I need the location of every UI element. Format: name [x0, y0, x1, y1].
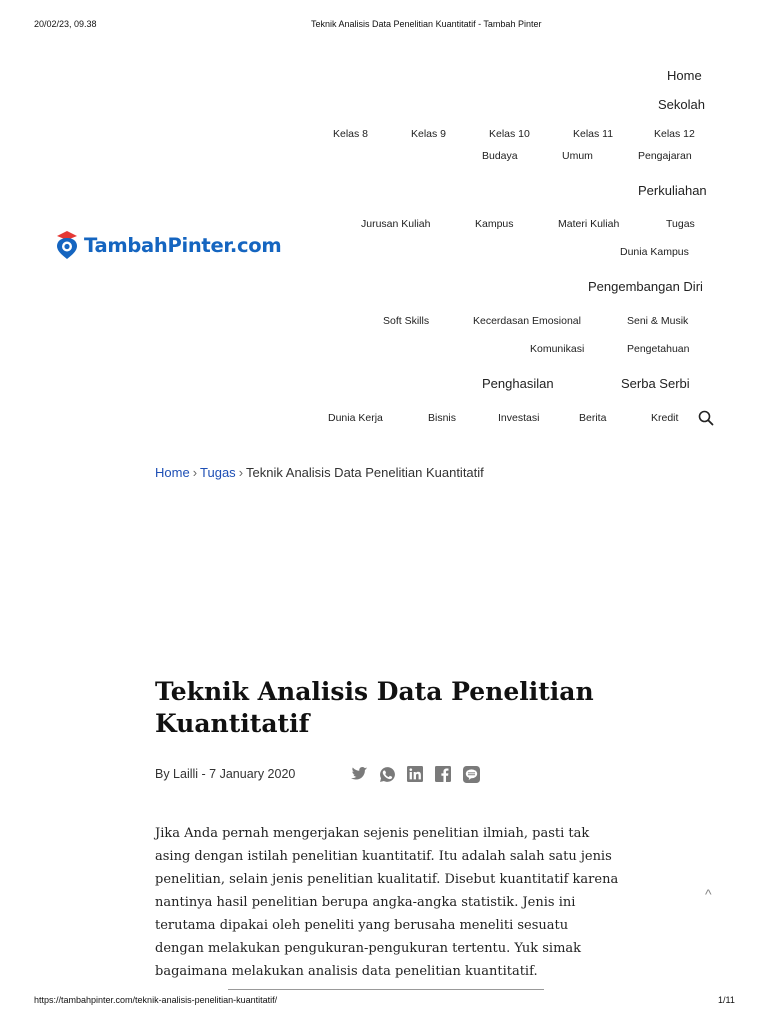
- nav-sub-kelas-9[interactable]: Kelas 9: [411, 128, 447, 140]
- nav-sub-soft-skills[interactable]: Soft Skills: [383, 315, 430, 327]
- nav-sub-investasi[interactable]: Investasi: [498, 412, 540, 424]
- breadcrumb-separator: ›: [238, 465, 244, 480]
- nav-sub-dunia-kerja[interactable]: Dunia Kerja: [328, 412, 383, 424]
- article-title: Teknik Analisis Data Penelitian Kuantitatif: [155, 677, 594, 738]
- nav-sub-budaya[interactable]: Budaya: [482, 150, 518, 162]
- nav-sub-kecerdasan-emosional[interactable]: Kecerdasan Emosional: [473, 315, 581, 327]
- print-page-number: 1/11: [718, 995, 735, 1005]
- nav-sub-kelas-10[interactable]: Kelas 10: [489, 128, 530, 140]
- breadcrumb-current: Teknik Analisis Data Penelitian Kuantitatif: [246, 465, 484, 480]
- facebook-icon[interactable]: [434, 765, 452, 783]
- nav-sub-pengajaran[interactable]: Pengajaran: [638, 150, 692, 162]
- nav-sub-berita[interactable]: Berita: [579, 412, 607, 424]
- nav-sub-kelas-11[interactable]: Kelas 11: [573, 128, 614, 140]
- site-logo[interactable]: [55, 230, 281, 260]
- nav-sekolah[interactable]: Sekolah: [658, 97, 705, 112]
- nav-pengembangan-diri[interactable]: Pengembangan Diri: [588, 279, 703, 294]
- search-icon: [698, 410, 714, 426]
- divider: [228, 989, 544, 990]
- nav-sub-kelas-12[interactable]: Kelas 12: [654, 128, 695, 140]
- print-url: https://tambahpinter.com/teknik-analisis-penelitian-kuantitatif/: [34, 995, 278, 1005]
- nav-perkuliahan[interactable]: Perkuliahan: [638, 183, 707, 198]
- breadcrumb-separator: ›: [192, 465, 198, 480]
- scroll-to-top-button[interactable]: ^: [705, 886, 712, 902]
- search-button[interactable]: [698, 410, 714, 431]
- article-byline: By Lailli - 7 January 2020: [155, 767, 296, 781]
- nav-sub-tugas[interactable]: Tugas: [666, 218, 695, 230]
- nav-sub-pengetahuan[interactable]: Pengetahuan: [627, 343, 690, 355]
- nav-sub-kampus[interactable]: Kampus: [475, 218, 514, 230]
- nav-sub-kelas-8[interactable]: Kelas 8: [333, 128, 369, 140]
- article-paragraph: Jika Anda pernah mengerjakan sejenis penelitian ilmiah, pasti tak asing dengan istilah penelitian kuantitatif. Itu adalah salah satu jenis penelitian, selain jenis penelitian kualitatif. Disebut kuantitatif karena nantinya hasil penelitian berupa angka-angka statistik. Jenis ini terutama dipakai oleh peneliti yang berusaha meneliti sesuatu dengan melakukan pengukuran-pengukuran tertentu. Yuk simak bagaimana melakukan analisis data penelitian kuantitatif.: [155, 826, 619, 979]
- nav-home[interactable]: Home: [667, 68, 702, 83]
- nav-sub-jurusan-kuliah[interactable]: Jurusan Kuliah: [361, 218, 431, 230]
- line-icon[interactable]: [462, 765, 480, 783]
- nav-sub-kredit[interactable]: Kredit: [651, 412, 679, 424]
- nav-penghasilan[interactable]: Penghasilan: [482, 376, 554, 391]
- nav-sub-komunikasi[interactable]: Komunikasi: [530, 343, 585, 355]
- breadcrumb: [155, 465, 484, 480]
- nav-sub-dunia-kampus[interactable]: Dunia Kampus: [620, 246, 689, 258]
- nav-sub-materi-kuliah[interactable]: Materi Kuliah: [558, 218, 620, 230]
- nav-serba-serbi[interactable]: Serba Serbi: [621, 376, 690, 391]
- print-doc-title: Teknik Analisis Data Penelitian Kuantitatif - Tambah Pinter: [311, 19, 542, 29]
- whatsapp-icon[interactable]: [378, 765, 396, 783]
- breadcrumb-tugas[interactable]: Tugas: [200, 465, 236, 480]
- breadcrumb-home[interactable]: Home: [155, 465, 190, 480]
- nav-sub-seni-musik[interactable]: Seni & Musik: [627, 315, 689, 327]
- nav-sub-umum[interactable]: Umum: [562, 150, 593, 162]
- twitter-icon[interactable]: [350, 765, 368, 783]
- share-bar: [350, 765, 480, 783]
- logo-badge-icon: [55, 230, 79, 260]
- logo-text: TambahPinter.com: [84, 233, 282, 257]
- nav-sub-bisnis[interactable]: Bisnis: [428, 412, 457, 424]
- print-datetime: 20/02/23, 09.38: [34, 19, 97, 29]
- linkedin-icon[interactable]: [406, 765, 424, 783]
